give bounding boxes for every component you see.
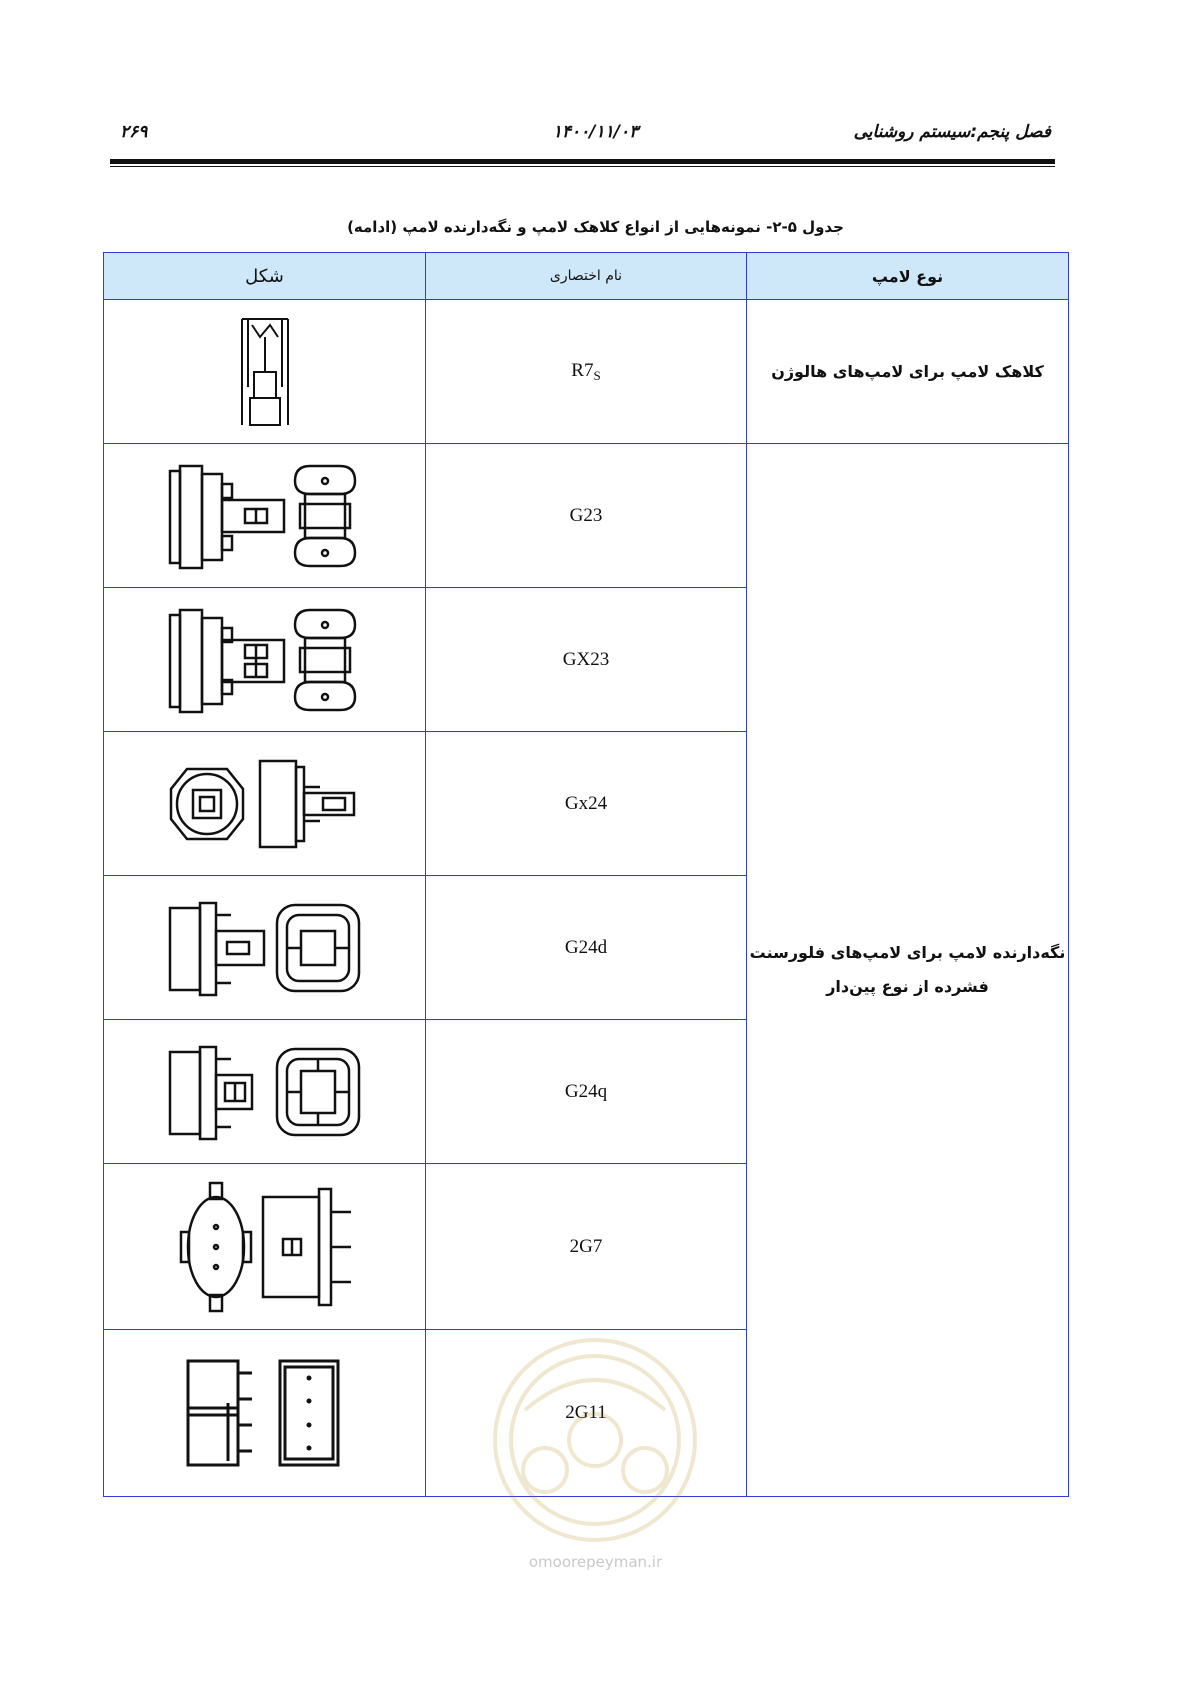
code-cell: 2G7 — [426, 1164, 747, 1330]
page-number: ۲۶۹ — [120, 122, 148, 142]
gx23-holder-icon — [165, 600, 365, 720]
2g11-figure — [104, 1330, 426, 1497]
header-lamp-type: نوع لامپ — [747, 253, 1069, 300]
r7s-cap-icon — [230, 317, 300, 427]
r7s-figure — [104, 300, 426, 444]
table-row — [104, 444, 1069, 588]
lamp-type-fluorescent: نگه‌دارنده لامپ برای لامپ‌های فلورسنت فشرده از نوع پین‌دار — [747, 444, 1069, 1497]
lamp-base-table — [103, 252, 1069, 1497]
lamp-type-halogen: کلاهک لامپ برای لامپ‌های هالوژن — [747, 300, 1069, 444]
chapter-title: فصل پنجم:سیستم روشنایی — [853, 122, 1051, 142]
watermark-logo — [485, 1330, 705, 1550]
header-shape: شکل — [104, 253, 426, 300]
gx24-holder-icon — [165, 749, 365, 859]
header-abbreviation: نام اختصاری — [426, 253, 747, 300]
code-cell: 2G11 — [426, 1330, 747, 1497]
code-cell: Gx24 — [426, 732, 747, 876]
g24q-holder-icon — [165, 1037, 365, 1147]
g24q-figure — [104, 1020, 426, 1164]
code-cell: G23 — [426, 444, 747, 588]
header-date: ۱۴۰۰/۱۱/۰۳ — [552, 122, 639, 142]
header-rule-thick — [110, 159, 1055, 164]
code-text: R7 — [571, 359, 594, 381]
table-header-row — [104, 253, 1069, 300]
g23-figure — [104, 444, 426, 588]
2g7-figure — [104, 1164, 426, 1330]
header-rule-thin — [110, 166, 1055, 167]
code-cell: GX23 — [426, 588, 747, 732]
2g7-holder-icon — [175, 1177, 355, 1317]
code-cell: G24q — [426, 1020, 747, 1164]
watermark-text: omoorepeyman.ir — [528, 1553, 663, 1571]
g24d-figure — [104, 876, 426, 1020]
gx24-figure — [104, 732, 426, 876]
code-subscript: S — [593, 367, 601, 383]
gx23-figure — [104, 588, 426, 732]
g23-holder-icon — [165, 456, 365, 576]
code-cell: G24d — [426, 876, 747, 1020]
2g11-holder-icon — [180, 1353, 350, 1473]
table-caption: جدول ۵-۲- نمونه‌هایی از انواع کلاهک لامپ و نگه‌دارنده لامپ (ادامه) — [347, 218, 844, 236]
code-cell — [426, 300, 747, 444]
table-row — [104, 300, 1069, 444]
g24d-holder-icon — [165, 893, 365, 1003]
